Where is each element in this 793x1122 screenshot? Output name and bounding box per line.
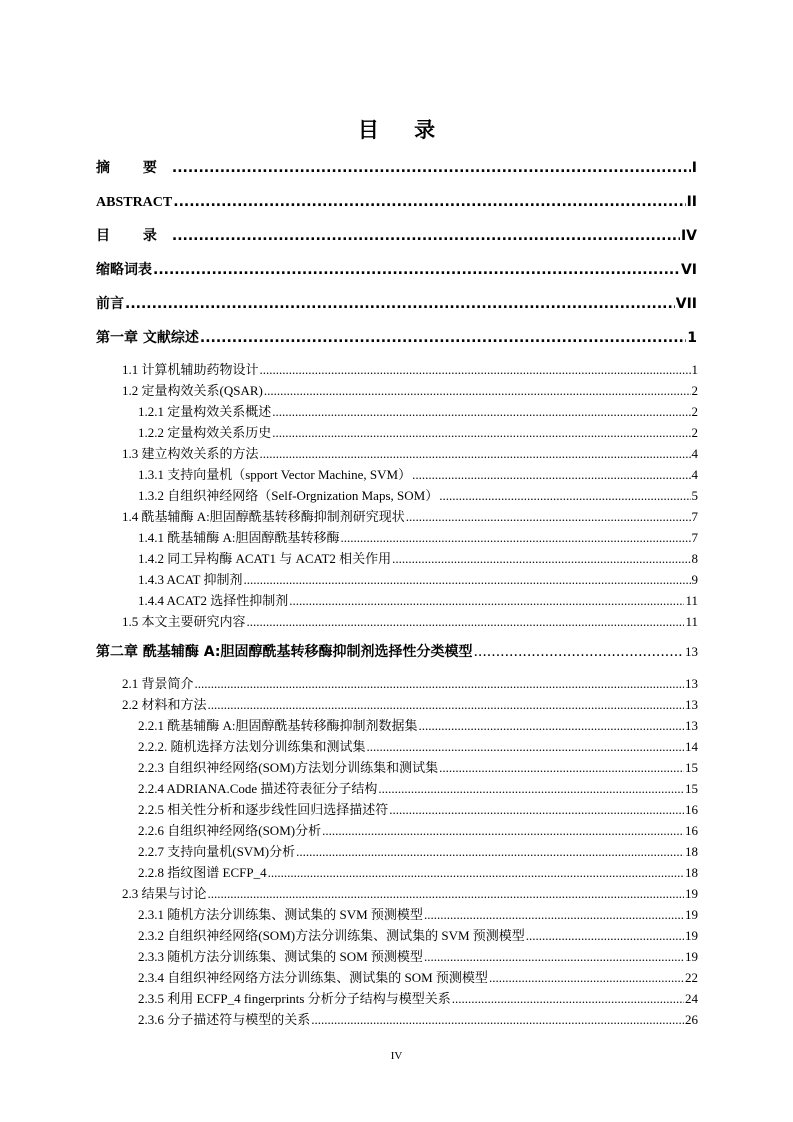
toc-leader <box>424 905 684 925</box>
toc-leader <box>439 486 690 506</box>
toc-leader <box>424 947 684 967</box>
toc-entry-page: 7 <box>691 530 698 545</box>
toc-leader <box>272 423 690 443</box>
toc-entry-text: 2.2.7 支持向量机(SVM)分析 <box>138 844 296 859</box>
toc-leader <box>392 549 690 569</box>
toc-entry-text: 2.2.3 自组织神经网络(SOM)方法划分训练集和测试集 <box>138 760 439 775</box>
toc-leader <box>153 260 680 280</box>
toc-entry-text: 2.2.6 自组织神经网络(SOM)分析 <box>138 823 322 838</box>
toc-entry-1-3[interactable] <box>122 444 698 464</box>
toc-entry-page: II <box>686 194 697 210</box>
toc-leader <box>322 821 684 841</box>
toc-entry-page: 16 <box>685 802 698 817</box>
toc-entry-page: 2 <box>691 383 698 398</box>
toc-entry-2-2-4[interactable] <box>138 779 698 799</box>
toc-entry-text: 前言 <box>96 296 124 312</box>
toc-entry-page: 15 <box>685 781 698 796</box>
toc-entry-page: VII <box>675 296 697 312</box>
toc-leader <box>244 570 691 590</box>
toc-leader <box>389 800 684 820</box>
toc-entry-page: 5 <box>691 488 698 503</box>
toc-entry-1-2-1[interactable] <box>138 402 698 422</box>
toc-entry-text: 摘 要 <box>96 160 171 176</box>
toc-leader <box>260 444 691 464</box>
toc-entry-page: 4 <box>691 446 698 461</box>
toc-leader <box>289 591 684 611</box>
toc-entry-1-4-4[interactable] <box>138 591 698 611</box>
toc-entry-page: 9 <box>691 572 698 587</box>
toc-entry-text: 目 录 <box>96 228 171 244</box>
toc-entry-text: ABSTRACT <box>96 195 173 210</box>
toc-entry-2-3-1[interactable] <box>138 905 698 925</box>
toc-entry-2-2-3[interactable] <box>138 758 698 778</box>
toc-entry-text: 1.4.2 同工异构酶 ACAT1 与 ACAT2 相关作用 <box>138 551 392 566</box>
toc-entry-2-2-5[interactable] <box>138 800 698 820</box>
toc-entry-page: 22 <box>685 970 698 985</box>
toc-entry-page: 16 <box>685 823 698 838</box>
toc-entry-1-3-1[interactable] <box>138 465 698 485</box>
toc-entry-page: IV <box>680 228 697 244</box>
toc-entry-text: 1.2.2 定量构效关系历史 <box>138 425 272 440</box>
toc-entry-text: 2.1 背景简介 <box>122 676 194 691</box>
toc-entry-text: 2.2 材料和方法 <box>122 697 207 712</box>
toc-entry-2-3-3[interactable] <box>138 947 698 967</box>
toc-leader <box>406 507 691 527</box>
toc-entry-1-2-2[interactable] <box>138 423 698 443</box>
toc-entry-text: 2.3.1 随机方法分训练集、测试集的 SVM 预测模型 <box>138 907 423 922</box>
toc-entry-page: 2 <box>691 404 698 419</box>
toc-entry-page: 18 <box>685 844 698 859</box>
toc-entry-abstract-cn[interactable] <box>96 158 697 178</box>
toc-entry-text: 1.4.4 ACAT2 选择性抑制剂 <box>138 593 289 608</box>
toc-entry-page: 8 <box>691 551 698 566</box>
toc-leader <box>268 863 684 883</box>
toc-entry-page: 26 <box>685 1012 698 1027</box>
toc-entry-2-3-2[interactable] <box>138 926 698 946</box>
toc-leader <box>264 381 691 401</box>
toc-entry-text: 1.1 计算机辅助药物设计 <box>122 362 259 377</box>
toc-entry-text: 1.3 建立构效关系的方法 <box>122 446 259 461</box>
toc-leader <box>439 758 684 778</box>
toc-entry-page: 19 <box>685 907 698 922</box>
toc-entry-page: 13 <box>685 676 698 691</box>
toc-leader <box>341 528 691 548</box>
toc-entry-2-3-4[interactable] <box>138 968 698 988</box>
toc-leader <box>260 360 691 380</box>
toc-entry-text: 2.2.8 指纹图谱 ECFP_4 <box>138 865 267 880</box>
toc-entry-text: 2.3.4 自组织神经网络方法分训练集、测试集的 SOM 预测模型 <box>138 970 488 985</box>
toc-leader <box>172 226 680 246</box>
toc-leader <box>200 328 686 348</box>
toc-entry-abbreviations[interactable] <box>96 260 697 280</box>
toc-leader <box>419 716 684 736</box>
toc-leader <box>208 884 684 904</box>
toc-entry-1-5[interactable] <box>122 612 698 632</box>
toc-leader <box>296 842 684 862</box>
toc-leader <box>208 695 684 715</box>
toc-entry-2-2-7[interactable] <box>138 842 698 862</box>
toc-entry-2-3[interactable] <box>122 884 698 904</box>
toc-entry-text: 2.2.5 相关性分析和逐步线性回归选择描述符 <box>138 802 389 817</box>
toc-entry-page: 18 <box>685 865 698 880</box>
toc-entry-text: 第二章 酰基辅酶 A:胆固醇酰基转移酶抑制剂选择性分类模型 <box>96 644 473 660</box>
toc-entry-text: 缩略词表 <box>96 262 152 278</box>
toc-entry-abstract-en[interactable] <box>96 192 697 213</box>
toc-entry-text: 2.2.4 ADRIANA.Code 描述符表征分子结构 <box>138 781 378 796</box>
toc-entry-text: 1.4.3 ACAT 抑制剂 <box>138 572 243 587</box>
toc-entry-page: VI <box>680 262 697 278</box>
toc-entry-page: 2 <box>691 425 698 440</box>
toc-entry-page: 13 <box>685 718 698 733</box>
toc-entry-page: 11 <box>685 593 698 608</box>
toc-entry-1-4[interactable] <box>122 507 698 527</box>
toc-entry-page: 15 <box>685 760 698 775</box>
toc-entry-page: 24 <box>685 991 698 1006</box>
toc-entry-text: 2.3 结果与讨论 <box>122 886 207 901</box>
toc-entry-text: 2.3.5 利用 ECFP_4 fingerprints 分析分子结构与模型关系 <box>138 991 451 1006</box>
toc-entry-2-3-5[interactable] <box>138 989 698 1009</box>
toc-entry-text: 1.2 定量构效关系(QSAR) <box>122 383 263 398</box>
toc-entry-contents[interactable] <box>96 226 697 246</box>
toc-entry-page: 13 <box>685 644 698 659</box>
toc-entry-1-2[interactable] <box>122 381 698 401</box>
toc-entry-text: 1.3.1 支持向量机（spport Vector Machine, SVM） <box>138 467 412 482</box>
toc-entry-page: 7 <box>691 509 698 524</box>
toc-leader <box>247 612 685 632</box>
toc-entry-2-2-2[interactable] <box>138 737 698 757</box>
toc-entry-text: 2.2.1 酰基辅酶 A:胆固醇酰基转移酶抑制剂数据集 <box>138 718 418 733</box>
toc-leader <box>378 779 684 799</box>
toc-entry-page: 13 <box>685 697 698 712</box>
toc-entry-page: 11 <box>685 614 698 629</box>
toc-entry-2-2-1[interactable] <box>138 716 698 736</box>
toc-entry-page: 4 <box>691 467 698 482</box>
toc-leader <box>452 989 684 1009</box>
toc-leader <box>311 1010 684 1030</box>
toc-entry-2-2-8[interactable] <box>138 863 698 883</box>
toc-entry-1-4-3[interactable] <box>138 570 698 590</box>
toc-leader <box>412 465 690 485</box>
toc-leader <box>272 402 690 422</box>
toc-entry-page: 1 <box>691 362 698 377</box>
toc-entry-page: 14 <box>685 739 698 754</box>
toc-entry-2-2-6[interactable] <box>138 821 698 841</box>
toc-entry-1-3-2[interactable] <box>138 486 698 506</box>
toc-entry-page: I <box>691 160 697 176</box>
toc-entry-text: 1.2.1 定量构效关系概述 <box>138 404 272 419</box>
toc-leader <box>526 926 684 946</box>
toc-leader <box>367 737 684 757</box>
toc-entry-page: 19 <box>685 886 698 901</box>
toc-entry-text: 2.3.6 分子描述符与模型的关系 <box>138 1012 311 1027</box>
toc-entry-page: 19 <box>685 949 698 964</box>
toc-leader <box>473 642 684 662</box>
toc-entry-page: 19 <box>685 928 698 943</box>
toc-entry-text: 2.3.3 随机方法分训练集、测试集的 SOM 预测模型 <box>138 949 423 964</box>
toc-entry-preface[interactable] <box>96 294 697 314</box>
toc-entry-text: 2.3.2 自组织神经网络(SOM)方法分训练集、测试集的 SVM 预测模型 <box>138 928 525 943</box>
toc-entry-chapter-1[interactable] <box>96 328 697 348</box>
toc-entry-2-2[interactable] <box>122 695 698 715</box>
toc-entry-text: 1.4 酰基辅酶 A:胆固醇酰基转移酶抑制剂研究现状 <box>122 509 405 524</box>
toc-entry-1-4-2[interactable] <box>138 549 698 569</box>
toc-entry-1-4-1[interactable] <box>138 528 698 548</box>
toc-leader <box>489 968 684 988</box>
toc-leader <box>195 674 684 694</box>
toc-entry-1-1[interactable] <box>122 360 698 380</box>
toc-leader <box>173 192 685 212</box>
toc-entry-text: 1.5 本文主要研究内容 <box>122 614 246 629</box>
toc-entry-2-3-6[interactable] <box>138 1010 698 1030</box>
toc-entry-2-1[interactable] <box>122 674 698 694</box>
toc-entry-text: 第一章 文献综述 <box>96 330 199 346</box>
toc-entry-text: 1.4.1 酰基辅酶 A:胆固醇酰基转移酶 <box>138 530 340 545</box>
toc-leader <box>125 294 675 314</box>
page-title: 目 录 <box>357 118 450 142</box>
toc-leader <box>172 158 691 178</box>
toc-entry-page: 1 <box>687 330 697 346</box>
page-number-footer: IV <box>390 1050 403 1062</box>
toc-entry-text: 1.3.2 自组织神经网络（Self-Orgnization Maps, SOM） <box>138 488 439 503</box>
toc-entry-chapter-2[interactable] <box>96 642 698 662</box>
toc-entry-text: 2.2.2. 随机选择方法划分训练集和测试集 <box>138 739 366 754</box>
